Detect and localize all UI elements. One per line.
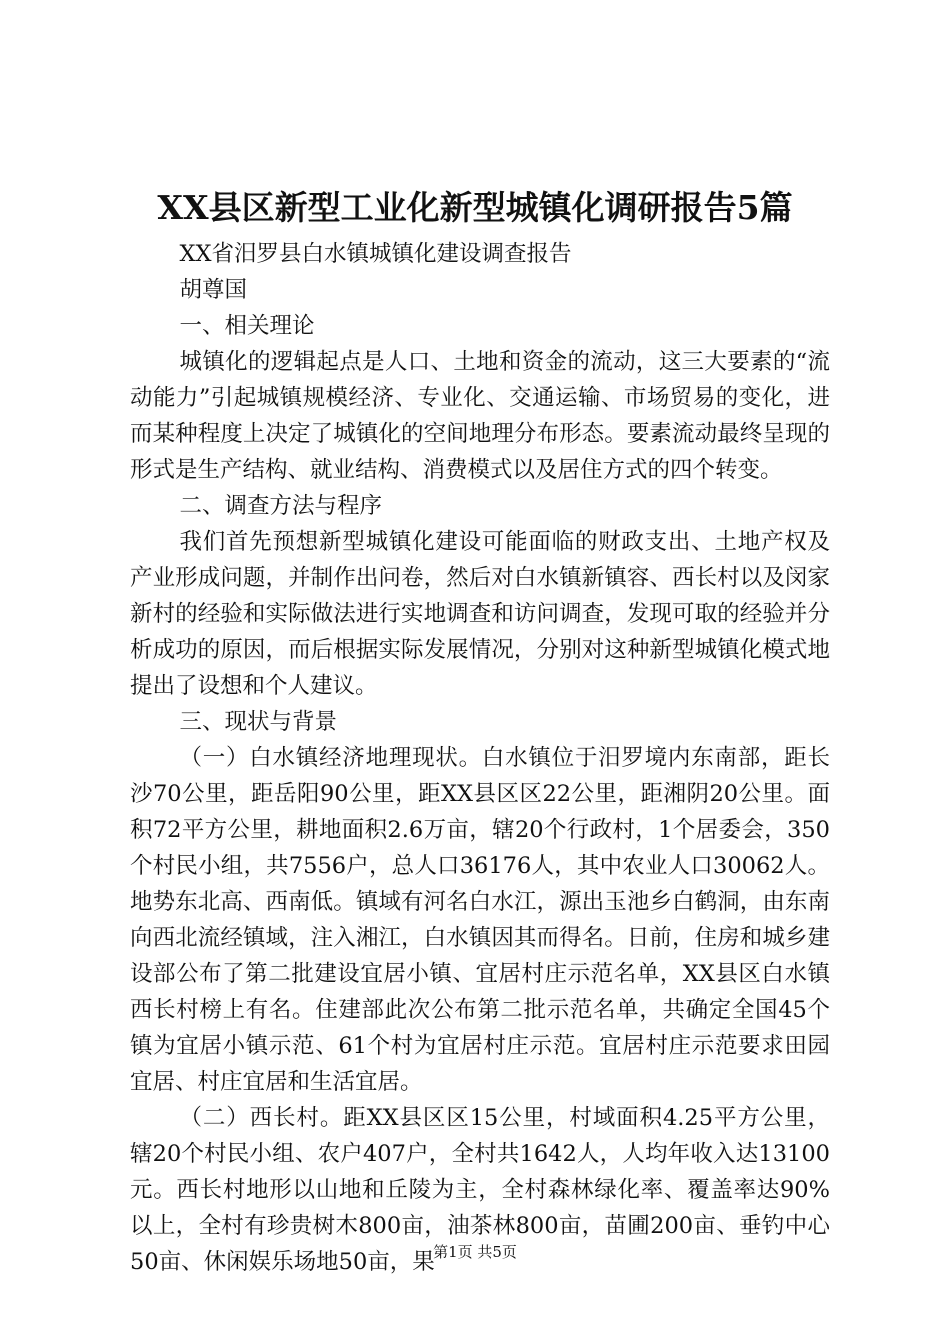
section-heading-theory: 一、相关理论	[179, 313, 315, 339]
author-name: 胡尊国	[179, 277, 248, 303]
body-paragraph: （一）白水镇经济地理现状。白水镇位于汨罗境内东南部，距长沙70公里，距岳阳90公里，距XX县区区22公里，距湘阴20公里。面积72平方公里，耕地面积2.6万亩，辖20个行政村，1个居委会，350个村民小组，共7556户，总人口36176人，其中农业人口30062人。地势东北高、西南低。镇域有河名白水江，源出玉池乡白鹤洞，由东南向西北流经镇域，注入湘江，白水镇因其而得名。日前，住房和城乡建设部公布了第二批建设宜居小镇、宜居村庄示范名单，XX县区白水镇西长村榜上有名。住建部此次公布第二批示范名单，共确定全国45个镇为宜居小镇示范、61个村为宜居村庄示范。宜居村庄示范要求田园宜居、村庄宜居和生活宜居。	[130, 745, 830, 1095]
section-heading-method: 二、调查方法与程序	[179, 493, 383, 519]
page-footer: 第1页 共5页	[433, 1243, 517, 1261]
document-title: XX县区新型工业化新型城镇化调研报告5篇	[157, 188, 793, 227]
report-subtitle: XX省汨罗县白水镇城镇化建设调查报告	[179, 241, 572, 267]
body-paragraph: 我们首先预想新型城镇化建设可能面临的财政支出、土地产权及产业形成问题，并制作出问卷，然后对白水镇新镇容、西长村以及闵家新村的经验和实际做法进行实地调查和访问调查，发现可取的经验并分析成功的原因，而后根据实际发展情况，分别对这种新型城镇化模式地提出了设想和个人建议。	[130, 529, 830, 699]
section-heading-background: 三、现状与背景	[179, 709, 338, 735]
body-paragraph: （二）西长村。距XX县区区15公里，村域面积4.25平方公里，辖20个村民小组、农户407户，全村共1642人，人均年收入达13100元。西长村地形以山地和丘陵为主，全村森林绿化率、覆盖率达90%以上，全村有珍贵树木800亩，油茶林800亩，苗圃200亩、垂钓中心50亩、休闲娱乐场地50亩，果	[130, 1105, 830, 1275]
document-body	[130, 236, 830, 1280]
body-paragraph: 城镇化的逻辑起点是人口、土地和资金的流动，这三大要素的“流动能力”引起城镇规模经济、专业化、交通运输、市场贸易的变化，进而某种程度上决定了城镇化的空间地理分布形态。要素流动最终呈现的形式是生产结构、就业结构、消费模式以及居住方式的四个转变。	[130, 349, 830, 483]
